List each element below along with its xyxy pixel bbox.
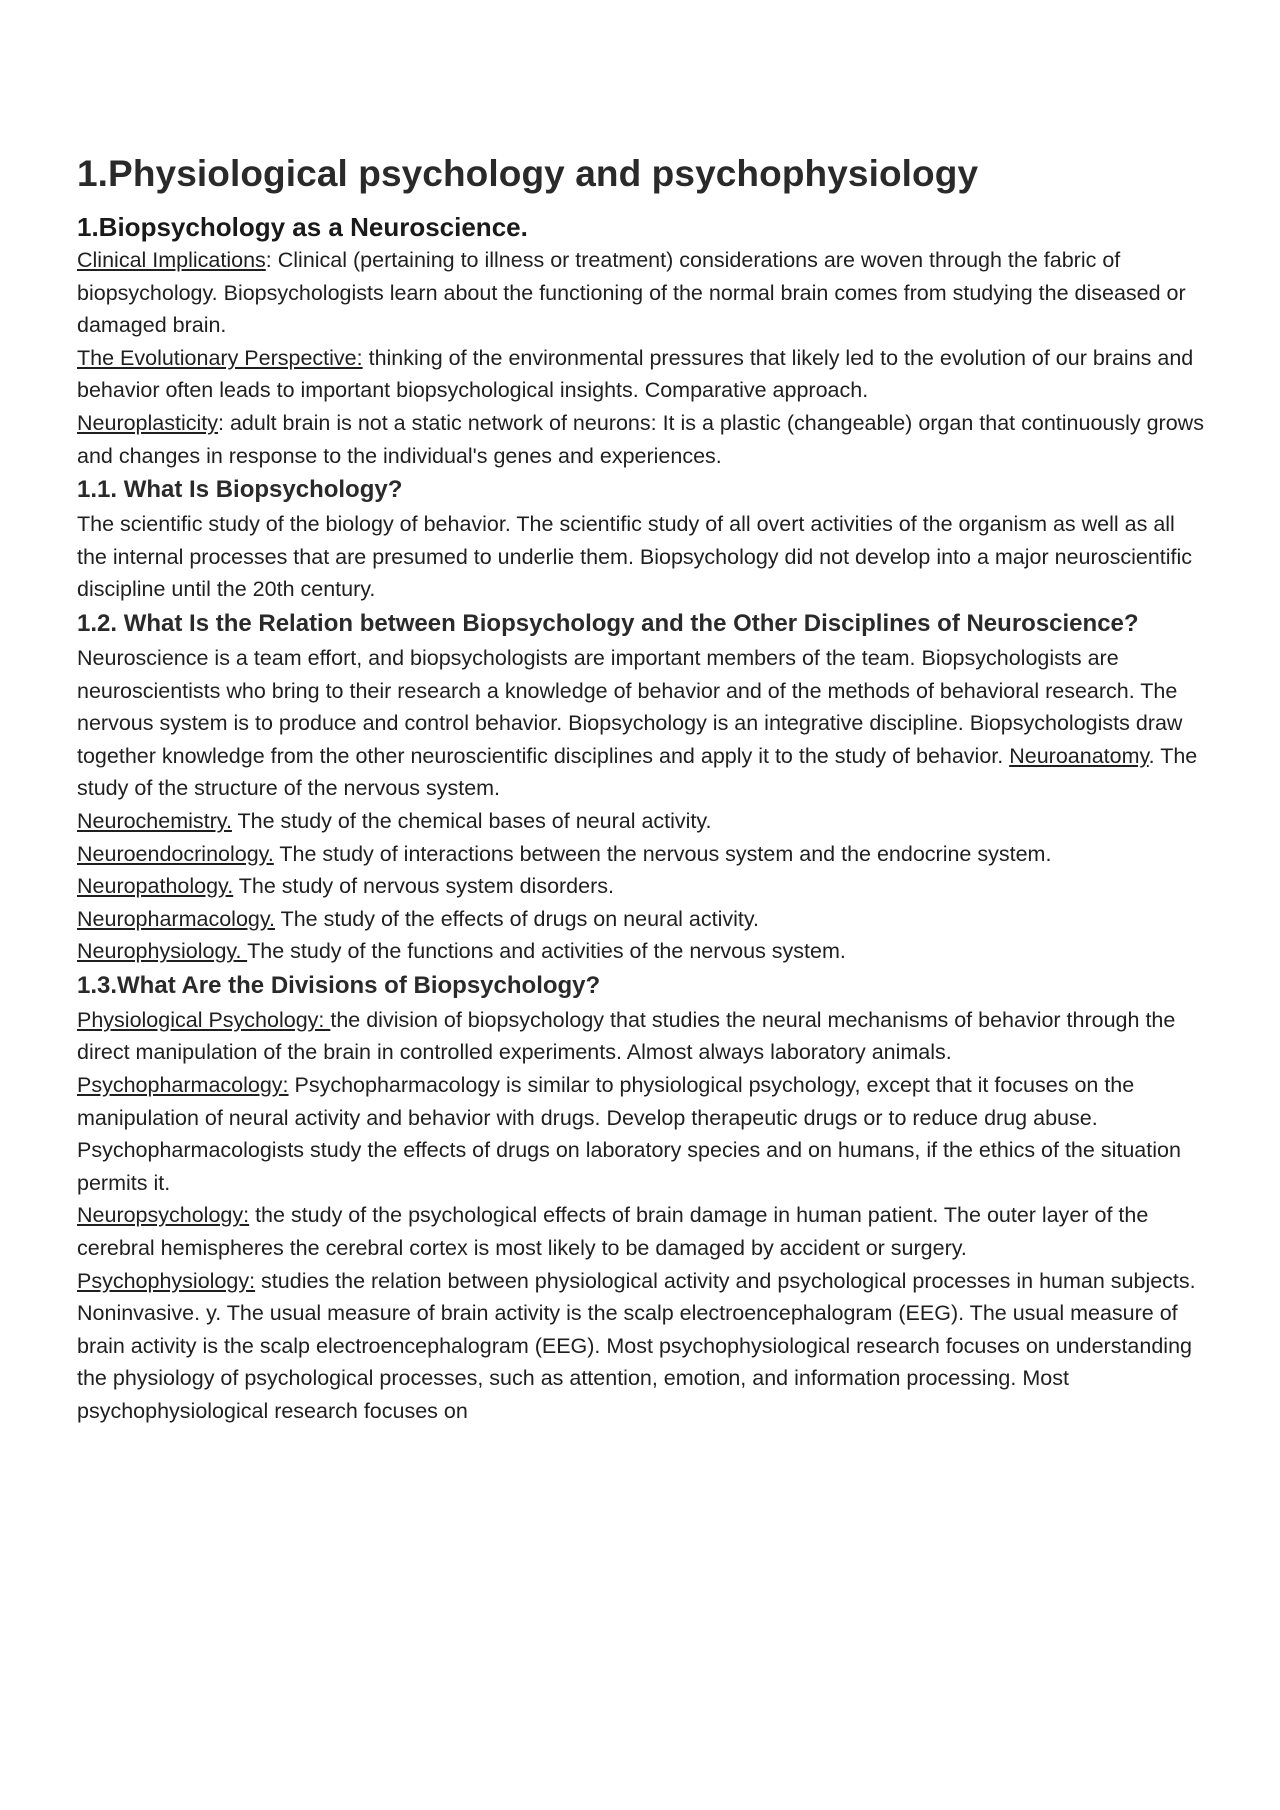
term-psychopharmacology: Psychopharmacology: (77, 1073, 289, 1098)
text-neurophysiology: The study of the functions and activities of the nervous system. (247, 939, 846, 964)
text-neuroplasticity: : adult brain is not a static network of neurons: It is a plastic (changeable) organ that continuously grows and changes in response to the individual's genes and experiences. (77, 410, 1204, 468)
subsection-heading-divisions: 1.3.What Are the Divisions of Biopsychology? (77, 971, 601, 999)
section-heading-biopsychology-neuroscience: 1.Biopsychology as a Neuroscience. (77, 212, 528, 242)
text-neuroendocrinology: The study of interactions between the nervous system and the endocrine system. (273, 841, 1052, 866)
paragraph-relation-disciplines (77, 642, 1207, 805)
term-psychophysiology: Psychophysiology: (77, 1268, 256, 1293)
term-neurochemistry: Neurochemistry. (77, 808, 232, 833)
paragraph-neuroplasticity (77, 407, 1207, 472)
text-psychophysiology: studies the relation between physiological activity and psychological processes in human subjects. Noninvasive. y. The usual measure of brain activity is the scalp electroencephalogram (EEG). The usual measure of brain activity is the scalp electroencephalogram (EEG). Most psychophysiological research focuses on understanding the physiology of psychological processes, such as attention, emotion, and information processing. Most psychophysiological research focuses on (77, 1268, 1196, 1423)
paragraph-evolutionary-perspective (77, 342, 1207, 407)
text-psychopharmacology: Psychopharmacology is similar to physiological psychology, except that it focuses on the manipulation of neural activity and behavior with drugs. Develop therapeutic drugs or to reduce drug abuse. Psychopharmacologists study the effects of drugs on laboratory species and on humans, if the ethics of the situation permits it. (77, 1073, 1181, 1195)
paragraph-neuroendocrinology (77, 838, 1207, 871)
term-physiological-psychology: Physiological Psychology: (77, 1007, 331, 1032)
paragraph-psychophysiology (77, 1265, 1207, 1428)
term-neuropsychology: Neuropsychology: (77, 1203, 250, 1228)
text-team-effort: Neuroscience is a team effort, and biopsychologists are important members of the team. Biopsychologists are neuroscientists who bring to their research a knowledge of behavior and of the methods of behavioral research. The nervous system is to produce and control behavior. Biopsychology is an integrative discipline. Biopsychologists draw together knowledge from the other neuroscientific disciplines and apply it to the study of behavior. (77, 645, 1183, 768)
text-neuropharmacology: The study of the effects of drugs on neural activity. (274, 906, 760, 931)
document-title: 1.Physiological psychology and psychophysiology (77, 153, 979, 194)
paragraph-neuropharmacology (77, 903, 1207, 936)
term-evolutionary-perspective: The Evolutionary Perspective: (77, 345, 363, 370)
term-neuroplasticity: Neuroplasticity (77, 410, 218, 435)
term-neuroanatomy: Neuroanatomy (1009, 743, 1149, 768)
paragraph-clinical-implications (77, 244, 1207, 342)
text-neurochemistry: The study of the chemical bases of neural activity. (231, 808, 712, 833)
text-physiological-psychology: the division of biopsychology that studies the neural mechanisms of behavior through the direct manipulation of the brain in controlled experiments. Almost always laboratory animals. (77, 1007, 1176, 1065)
paragraph-neurophysiology (77, 935, 1207, 968)
text-neuropathology: The study of nervous system disorders. (233, 874, 614, 899)
paragraph-what-is-biopsychology: The scientific study of the biology of behavior. The scientific study of all overt activities of the organism as well as all the internal processes that are presumed to underlie them. Biopsychology did not develop into a major neuroscientific discipline until the 20th century. (77, 512, 1193, 602)
paragraph-psychopharmacology (77, 1069, 1207, 1199)
term-neurophysiology: Neurophysiology. (77, 939, 248, 964)
paragraph-neuropsychology (77, 1199, 1207, 1264)
term-neuropharmacology: Neuropharmacology. (77, 906, 275, 931)
term-clinical-implications: Clinical Implications (77, 248, 266, 272)
paragraph-physiological-psychology (77, 1004, 1207, 1069)
term-neuroendocrinology: Neuroendocrinology. (77, 841, 274, 866)
subsection-heading-what-is-biopsychology: 1.1. What Is Biopsychology? (77, 476, 403, 504)
term-neuropathology: Neuropathology. (77, 874, 234, 899)
paragraph-neurochemistry (77, 805, 1207, 838)
text-evolutionary-perspective: thinking of the environmental pressures that likely led to the evolution of our brains and behavior often leads to important biopsychological insights. Comparative approach. (77, 345, 1194, 403)
document-body (77, 152, 1207, 1428)
subsection-heading-relation-disciplines: 1.2. What Is the Relation between Biopsychology and the Other Disciplines of Neuroscience? (77, 609, 1139, 637)
paragraph-neuropathology (77, 870, 1207, 903)
text-clinical-implications: : Clinical (pertaining to illness or treatment) considerations are woven through the fabric of biopsychology. Biopsychologists learn about the functioning of the normal brain comes from studying the diseased or damaged brain. (77, 248, 1186, 338)
text-neuroanatomy: . The study of the structure of the nervous system. (77, 743, 1198, 801)
text-neuropsychology: the study of the psychological effects of brain damage in human patient. The outer layer of the cerebral hemispheres the cerebral cortex is most likely to be damaged by accident or surgery. (77, 1203, 1149, 1261)
